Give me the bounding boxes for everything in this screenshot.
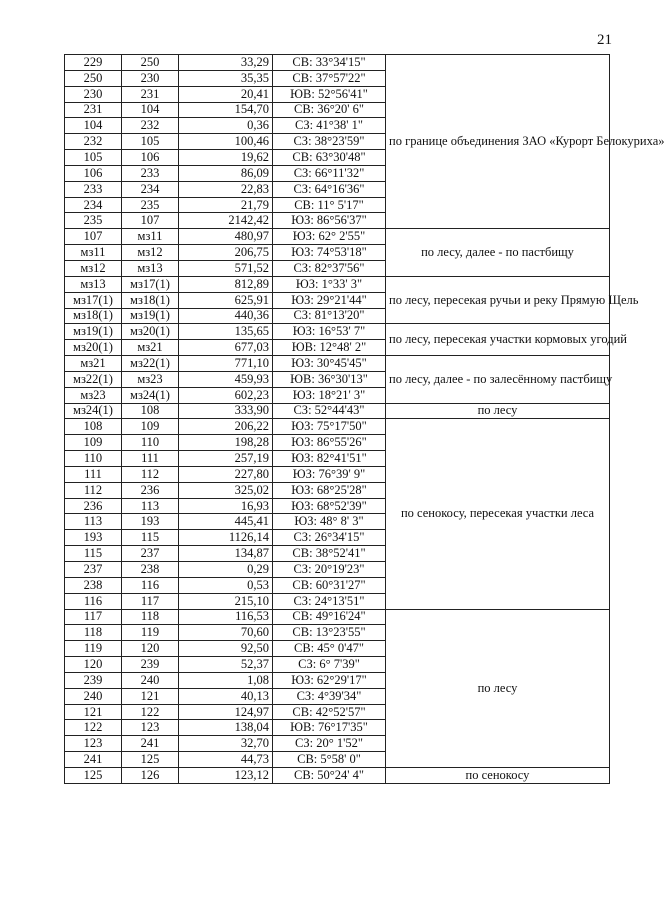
from-point-cell: 104 [65, 118, 122, 134]
boundary-description-cell: по лесу, далее - по пастбищу [386, 229, 610, 277]
length-cell: 92,50 [179, 641, 273, 657]
length-cell: 40,13 [179, 688, 273, 704]
to-point-cell: 113 [122, 498, 179, 514]
length-cell: 459,93 [179, 371, 273, 387]
direction-cell: ЮЗ: 86°55'26" [273, 435, 386, 451]
to-point-cell: мз22(1) [122, 356, 179, 372]
table-row [65, 55, 610, 71]
to-point-cell: мз24(1) [122, 387, 179, 403]
direction-cell: СВ: 13°23'55" [273, 625, 386, 641]
direction-cell: СЗ: 20° 1'52" [273, 736, 386, 752]
length-cell: 325,02 [179, 482, 273, 498]
to-point-cell: 104 [122, 102, 179, 118]
direction-cell: ЮЗ: 82°41'51" [273, 451, 386, 467]
boundary-description-cell: по границе объединения ЗАО «Курорт Белокуриха» [386, 55, 610, 229]
direction-cell: ЮЗ: 62°29'17" [273, 672, 386, 688]
from-point-cell: 105 [65, 150, 122, 166]
direction-cell: ЮЗ: 18°21' 3" [273, 387, 386, 403]
from-point-cell: 229 [65, 55, 122, 71]
to-point-cell: 109 [122, 419, 179, 435]
from-point-cell: 107 [65, 229, 122, 245]
to-point-cell: 238 [122, 562, 179, 578]
direction-cell: ЮЗ: 86°56'37" [273, 213, 386, 229]
length-cell: 0,36 [179, 118, 273, 134]
table-row [65, 767, 610, 783]
to-point-cell: 241 [122, 736, 179, 752]
direction-cell: СЗ: 4°39'34" [273, 688, 386, 704]
direction-cell: ЮВ: 36°30'13" [273, 371, 386, 387]
direction-cell: ЮЗ: 30°45'45" [273, 356, 386, 372]
direction-cell: СЗ: 66°11'32" [273, 165, 386, 181]
to-point-cell: мз12 [122, 245, 179, 261]
from-point-cell: 236 [65, 498, 122, 514]
direction-cell: ЮВ: 12°48' 2" [273, 340, 386, 356]
direction-cell: СЗ: 24°13'51" [273, 593, 386, 609]
length-cell: 445,41 [179, 514, 273, 530]
to-point-cell: 116 [122, 577, 179, 593]
from-point-cell: 113 [65, 514, 122, 530]
to-point-cell: 235 [122, 197, 179, 213]
direction-cell: СЗ: 20°19'23" [273, 562, 386, 578]
length-cell: 33,29 [179, 55, 273, 71]
length-cell: 116,53 [179, 609, 273, 625]
length-cell: 206,22 [179, 419, 273, 435]
to-point-cell: 105 [122, 134, 179, 150]
length-cell: 44,73 [179, 752, 273, 768]
from-point-cell: мз23 [65, 387, 122, 403]
direction-cell: СВ: 38°52'41" [273, 546, 386, 562]
direction-cell: СЗ: 41°38' 1" [273, 118, 386, 134]
from-point-cell: 238 [65, 577, 122, 593]
length-cell: 198,28 [179, 435, 273, 451]
length-cell: 571,52 [179, 260, 273, 276]
direction-cell: СВ: 63°30'48" [273, 150, 386, 166]
length-cell: 0,29 [179, 562, 273, 578]
direction-cell: СЗ: 52°44'43" [273, 403, 386, 419]
to-point-cell: 233 [122, 165, 179, 181]
length-cell: 32,70 [179, 736, 273, 752]
to-point-cell: 230 [122, 70, 179, 86]
direction-cell: СЗ: 26°34'15" [273, 530, 386, 546]
length-cell: 1,08 [179, 672, 273, 688]
from-point-cell: 117 [65, 609, 122, 625]
boundary-description-cell: по лесу [386, 609, 610, 767]
direction-cell: ЮЗ: 75°17'50" [273, 419, 386, 435]
length-cell: 70,60 [179, 625, 273, 641]
boundary-table [64, 54, 665, 784]
to-point-cell: 126 [122, 767, 179, 783]
direction-cell: ЮВ: 52°56'41" [273, 86, 386, 102]
length-cell: 215,10 [179, 593, 273, 609]
direction-cell: СЗ: 6° 7'39" [273, 657, 386, 673]
from-point-cell: 115 [65, 546, 122, 562]
from-point-cell: 120 [65, 657, 122, 673]
to-point-cell: мз19(1) [122, 308, 179, 324]
direction-cell: ЮЗ: 76°39' 9" [273, 466, 386, 482]
boundary-description-cell: по лесу, далее - по залесённому пастбищу [386, 356, 610, 404]
from-point-cell: мз13 [65, 276, 122, 292]
direction-cell: СЗ: 64°16'36" [273, 181, 386, 197]
table-row [65, 403, 610, 419]
length-cell: 677,03 [179, 340, 273, 356]
from-point-cell: 109 [65, 435, 122, 451]
from-point-cell: мз17(1) [65, 292, 122, 308]
table-row [65, 609, 610, 625]
page-number: 21 [597, 32, 612, 48]
direction-cell: СВ: 45° 0'47" [273, 641, 386, 657]
direction-cell: СВ: 36°20' 6" [273, 102, 386, 118]
to-point-cell: 117 [122, 593, 179, 609]
table-row [65, 276, 610, 292]
to-point-cell: мз21 [122, 340, 179, 356]
from-point-cell: 230 [65, 86, 122, 102]
direction-cell: СВ: 33°34'15" [273, 55, 386, 71]
from-point-cell: мз19(1) [65, 324, 122, 340]
direction-cell: ЮЗ: 16°53' 7" [273, 324, 386, 340]
direction-cell: ЮЗ: 29°21'44" [273, 292, 386, 308]
direction-cell: ЮВ: 76°17'35" [273, 720, 386, 736]
direction-cell: ЮЗ: 48° 8' 3" [273, 514, 386, 530]
to-point-cell: 121 [122, 688, 179, 704]
length-cell: 134,87 [179, 546, 273, 562]
direction-cell: ЮЗ: 62° 2'55" [273, 229, 386, 245]
from-point-cell: 231 [65, 102, 122, 118]
to-point-cell: 119 [122, 625, 179, 641]
direction-cell: СВ: 49°16'24" [273, 609, 386, 625]
direction-cell: СВ: 60°31'27" [273, 577, 386, 593]
boundary-table-body [65, 54, 665, 784]
length-cell: 257,19 [179, 451, 273, 467]
to-point-cell: мз17(1) [122, 276, 179, 292]
from-point-cell: 193 [65, 530, 122, 546]
boundary-description-cell: по лесу, пересекая ручьи и реку Прямую Щель [386, 276, 610, 324]
from-point-cell: 241 [65, 752, 122, 768]
length-cell: 138,04 [179, 720, 273, 736]
from-point-cell: 110 [65, 451, 122, 467]
to-point-cell: 250 [122, 55, 179, 71]
to-point-cell: 123 [122, 720, 179, 736]
to-point-cell: 125 [122, 752, 179, 768]
length-cell: 123,12 [179, 767, 273, 783]
length-cell: 21,79 [179, 197, 273, 213]
length-cell: 625,91 [179, 292, 273, 308]
length-cell: 154,70 [179, 102, 273, 118]
direction-cell: ЮЗ: 68°25'28" [273, 482, 386, 498]
length-cell: 480,97 [179, 229, 273, 245]
length-cell: 35,35 [179, 70, 273, 86]
length-cell: 2142,42 [179, 213, 273, 229]
from-point-cell: 233 [65, 181, 122, 197]
from-point-cell: 125 [65, 767, 122, 783]
to-point-cell: мз20(1) [122, 324, 179, 340]
to-point-cell: 111 [122, 451, 179, 467]
length-cell: 100,46 [179, 134, 273, 150]
from-point-cell: 239 [65, 672, 122, 688]
length-cell: 1126,14 [179, 530, 273, 546]
length-cell: 19,62 [179, 150, 273, 166]
from-point-cell: мз20(1) [65, 340, 122, 356]
from-point-cell: мз22(1) [65, 371, 122, 387]
from-point-cell: 237 [65, 562, 122, 578]
from-point-cell: мз11 [65, 245, 122, 261]
direction-cell: ЮЗ: 74°53'18" [273, 245, 386, 261]
to-point-cell: 120 [122, 641, 179, 657]
to-point-cell: 115 [122, 530, 179, 546]
direction-cell: СВ: 11° 5'17" [273, 197, 386, 213]
to-point-cell: мз18(1) [122, 292, 179, 308]
to-point-cell: мз23 [122, 371, 179, 387]
direction-cell: СЗ: 38°23'59" [273, 134, 386, 150]
table-row [65, 419, 610, 435]
table-row [65, 324, 610, 340]
length-cell: 333,90 [179, 403, 273, 419]
length-cell: 602,23 [179, 387, 273, 403]
direction-cell: СВ: 5°58' 0" [273, 752, 386, 768]
from-point-cell: 240 [65, 688, 122, 704]
to-point-cell: мз13 [122, 260, 179, 276]
table-row [65, 356, 610, 372]
from-point-cell: 234 [65, 197, 122, 213]
from-point-cell: 232 [65, 134, 122, 150]
to-point-cell: 234 [122, 181, 179, 197]
to-point-cell: 239 [122, 657, 179, 673]
to-point-cell: 110 [122, 435, 179, 451]
direction-cell: СВ: 42°52'57" [273, 704, 386, 720]
length-cell: 86,09 [179, 165, 273, 181]
from-point-cell: 112 [65, 482, 122, 498]
to-point-cell: мз11 [122, 229, 179, 245]
from-point-cell: мз24(1) [65, 403, 122, 419]
direction-cell: СВ: 50°24' 4" [273, 767, 386, 783]
table-row [65, 229, 610, 245]
to-point-cell: 193 [122, 514, 179, 530]
boundary-description-cell: по лесу, пересекая участки кормовых угодий [386, 324, 610, 356]
from-point-cell: мз12 [65, 260, 122, 276]
length-cell: 440,36 [179, 308, 273, 324]
direction-cell: СЗ: 82°37'56" [273, 260, 386, 276]
length-cell: 16,93 [179, 498, 273, 514]
to-point-cell: 236 [122, 482, 179, 498]
to-point-cell: 240 [122, 672, 179, 688]
length-cell: 812,89 [179, 276, 273, 292]
length-cell: 771,10 [179, 356, 273, 372]
from-point-cell: 250 [65, 70, 122, 86]
from-point-cell: 119 [65, 641, 122, 657]
length-cell: 20,41 [179, 86, 273, 102]
to-point-cell: 232 [122, 118, 179, 134]
length-cell: 22,83 [179, 181, 273, 197]
from-point-cell: 111 [65, 466, 122, 482]
length-cell: 124,97 [179, 704, 273, 720]
to-point-cell: 112 [122, 466, 179, 482]
to-point-cell: 107 [122, 213, 179, 229]
boundary-description-cell: по сенокосу [386, 767, 610, 783]
from-point-cell: 116 [65, 593, 122, 609]
length-cell: 0,53 [179, 577, 273, 593]
to-point-cell: 106 [122, 150, 179, 166]
boundary-description-cell: по сенокосу, пересекая участки леса [386, 419, 610, 609]
from-point-cell: 118 [65, 625, 122, 641]
length-cell: 52,37 [179, 657, 273, 673]
direction-cell: СЗ: 81°13'20" [273, 308, 386, 324]
boundary-description-cell: по лесу [386, 403, 610, 419]
from-point-cell: 122 [65, 720, 122, 736]
to-point-cell: 237 [122, 546, 179, 562]
length-cell: 206,75 [179, 245, 273, 261]
length-cell: 227,80 [179, 466, 273, 482]
to-point-cell: 122 [122, 704, 179, 720]
from-point-cell: 106 [65, 165, 122, 181]
from-point-cell: мз21 [65, 356, 122, 372]
from-point-cell: мз18(1) [65, 308, 122, 324]
length-cell: 135,65 [179, 324, 273, 340]
to-point-cell: 108 [122, 403, 179, 419]
direction-cell: ЮЗ: 68°52'39" [273, 498, 386, 514]
from-point-cell: 108 [65, 419, 122, 435]
from-point-cell: 123 [65, 736, 122, 752]
direction-cell: ЮЗ: 1°33' 3" [273, 276, 386, 292]
to-point-cell: 231 [122, 86, 179, 102]
from-point-cell: 121 [65, 704, 122, 720]
direction-cell: СВ: 37°57'22" [273, 70, 386, 86]
to-point-cell: 118 [122, 609, 179, 625]
from-point-cell: 235 [65, 213, 122, 229]
